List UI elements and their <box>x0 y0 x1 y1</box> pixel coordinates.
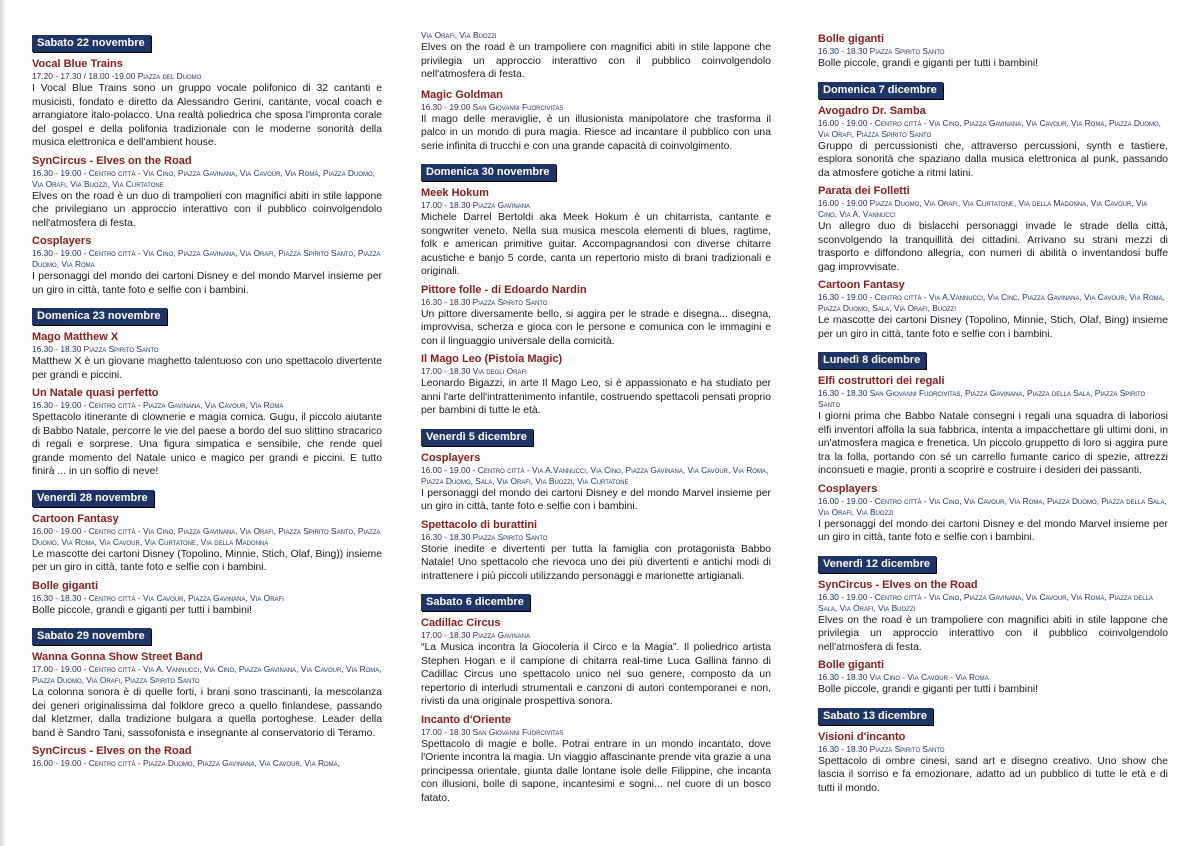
event-time-location: 16.30 - 18.30 Piazza Spirito Santo <box>421 531 548 542</box>
event-title: Visioni d'incanto <box>818 730 906 743</box>
event-time-location: 16.00 - 19.00 - Centro città - Via Cino, Piazza Gavinana, Via Orafi, Piazza Spirito Santo, Piazza Duomo, Via Roma, Via Cavour, Via Curtatone, Via della Madonna <box>32 525 381 547</box>
event-description: Bolle piccole, grandi e giganti per tutti i bambini! <box>32 604 253 616</box>
event <box>32 386 382 479</box>
event-time-location: 16.30 - 18.30 - Centro città - Via Cavour, Piazza Gavinana, Via Orafi <box>32 592 284 603</box>
event <box>421 713 771 806</box>
event-title: Spettacolo di burattini <box>421 518 538 531</box>
event-time-location: 17.00 - 19.00 - Centro città - Via A. Vannucci, Via Cino, Piazza Gavinana, Via Cavour, Via Roma, Piazza Duomo, Via Orafi, Piazza Spirito Santo <box>32 664 382 685</box>
event-title: Bolle giganti <box>818 33 884 45</box>
event-time-location: 17.00 - 18.30 Piazza Gavinana <box>421 200 531 210</box>
event-description: Bolle piccole, grandi e giganti per tutti i bambini! <box>818 684 1039 695</box>
page-fold-shadow <box>0 0 6 846</box>
event-title: Cadillac Circus <box>421 617 501 629</box>
day-block <box>421 587 771 805</box>
event-time-location: 16.30 - 18.30 San Giovanni Fuorcivitas, Piazza Gavinana, Piazza della Sala, Piazza Spirito Santo <box>818 388 1146 409</box>
program-column-1 <box>32 28 382 773</box>
event-description: Elves on the road è un duo di trampolieri con magnifici abiti in stile lappone che privilegiano un approccio interattivo con il pubblico coinvolgendolo nell'atmosfera di festa. <box>32 190 382 229</box>
event-title: Avogadro Dr. Samba <box>818 104 926 117</box>
event-description: La colonna sonora è di quelle forti, i brani sono trascinanti, la mescolanza dei generi originalissima dal folklore greco a quello finlandese, passando dal kletzmer, dalla tradizione bulgara a quella portoghese. Leader della band è Sandro Tani, sassofonista e insegnante al conservatorio di Teramo. <box>32 687 382 739</box>
event-title: Cosplayers <box>421 451 481 464</box>
event-title: Mago Matthew X <box>32 331 119 343</box>
event-description: I personaggi del mondo dei cartoni Disney e del mondo Marvel insieme per un giro in città, tante foto e selfie con i bambini. <box>32 271 382 296</box>
event-description: Un allegro duo di bislacchi personaggi invade le strade della città, sconvolgendo la tranquillità dei cittadini. Arrivano su strani mezzi di trasporto e diffondono allegria, con numeri di abilità o inventandosi buffe gag improvvisate. <box>818 221 1168 273</box>
program-column-2 <box>421 32 771 809</box>
day-block <box>32 621 382 769</box>
event-title: Bolle giganti <box>818 659 884 671</box>
event-description: Bolle piccole, grandi e giganti per tutti i bambini! <box>818 58 1039 69</box>
event-title: SynCircus - Elves on the Road <box>818 578 978 591</box>
event-description: Spettacolo di ombre cinesi, sand art e disegno creativo. Uno show che lascia il sorriso e fa emozionare, adatto ad un pubblico di tutte le età e di tutti il mondo. <box>818 755 1168 794</box>
event-time-location: 16.00 - 19.00 - Centro città - Via Cino, Piazza Gavinana, Via Cavour, Via Roma, Piazza Duomo, Via Orafi, Piazza Spirito Santo <box>818 117 1161 139</box>
day-header: Sabato 22 novembre <box>32 35 151 52</box>
event-time-location: 16.30 - 18.30 Piazza Spirito Santo <box>421 296 548 307</box>
event-description: Il mago delle meraviglie, è un illusionista manipolatore che trasforma il palco in un mondo di pura magia. Riesce ad incantare il pubblico con una serie infinita di trucchi e con una grande capacità di coinvolgimento. <box>421 113 771 152</box>
event <box>818 482 1168 545</box>
event-title: Wanna Gonna Show Street Band <box>32 651 203 663</box>
event-time-location: 16.00 - 19.00 Piazza Duomo, Via Orafi, Via Curtatone, Via della Madonna, Via Cavour, Via Cino, Via A. Vannucci <box>818 198 1148 219</box>
day-block <box>421 157 771 418</box>
event <box>32 579 382 618</box>
day-block <box>818 32 1168 71</box>
day-block <box>818 345 1168 545</box>
event-description: Storie inedite e divertenti per tutta la famiglia con protagonista Babbo Natale! Uno spettacolo che rievoca uno dei più divertenti e antichi modi di intrattenere i più piccoli utilizzando personaggi e marionette artigianali. <box>421 543 771 582</box>
event-time-location: 17.00 - 18.30 Piazza Gavinana <box>421 630 531 640</box>
event-description: Michele Darrel Bertoldi aka Meek Hokum è un chitarrista, cantante e songwriter veneto. Nella sua musica mescola elementi di blues, ragtime, folk e american primitive guitar. Accompagnandosi con diverse chitarre acustiche e banjo 5 corde, canta un repertorio misto di brani tradizionali e originali. <box>421 212 771 277</box>
event <box>421 451 771 514</box>
event-title: Parata dei Folletti <box>818 185 910 197</box>
event-title: SynCircus - Elves on the Road <box>32 154 192 167</box>
event-description: Elves on the road è un trampoliere con magnifici abiti in stile lappone che privilegia un approccio interattivo con il pubblico coinvolgendolo nell'atmosfera di festa. <box>421 42 771 80</box>
event-description: I giorni prima che Babbo Natale consegni i regali una squadra di laboriosi elfi inventori affolla la sua fabbrica, intenta a impacchettare gli ultimi doni, in un'atmosfera magica e frenetica. Un piccolo gruppetto di loro si aggira pure tra la folla, portando con sé un carrello fumante carico di spezie, attrezzi inconsueti e magie, pronti a scoprire e costruire i desideri dei passanti. <box>818 411 1168 476</box>
event-title: Cosplayers <box>818 482 878 495</box>
day-header: Sabato 13 dicembre <box>818 708 933 725</box>
event-description: Elves on the road è un trampoliere con magnifici abiti in stile lappone che privilegia un approccio interattivo con il pubblico coinvolgendolo nell'atmosfera di festa. <box>818 614 1168 653</box>
event-description: I personaggi del mondo dei cartoni Disney e del mondo Marvel insieme per un giro in città, tante foto e selfie con i bambini. <box>818 518 1168 543</box>
event-title: Pittore folle - di Edoardo Nardin <box>421 283 587 296</box>
event-title: Il Mago Leo (Pistoia Magic) <box>421 353 563 365</box>
event-time-location: 16.30 - 18.30 Piazza Spirito Santo <box>818 743 945 754</box>
event-continued <box>421 30 771 82</box>
day-block <box>818 701 1168 796</box>
event <box>421 352 771 418</box>
event-time-location: 16.30 - 19.00 - Centro città - Via Cino, Piazza Gavinana, Via Cavour, Via Roma, Piazza Duomo, Via Orafi, Via Buozzi, Via Curtatone <box>32 167 375 189</box>
event-time-location: 16.30 - 19.00 - Centro città - Via A.Vannucci, Via Cinc, Piazza Gavinana, Via Cavour, Via Roma, Piazza Duomo, Sala, Via Orafi, Buozzi <box>818 292 1165 313</box>
day-block <box>818 75 1168 342</box>
event-description: Spettacolo itinerante di clownerie e magia comica. Gugu, il piccolo aiutante di Babbo Natale, percorre le vie del paese a bordo del suo slittino stracarico di regali e sorprese. Una figura simpatica e sensibile, che rende quel grande momento del Natale unico e magico per grandi e piccini. E tutto finirà ... in un soffio di neve! <box>32 412 382 477</box>
event-title: Magic Goldman <box>421 88 503 101</box>
event-title: Elfi costruttori dei regali <box>818 375 945 387</box>
event-time-location: Via Orafi, Via Buozzi <box>421 30 497 40</box>
day-header: Sabato 29 novembre <box>32 628 151 645</box>
event <box>818 32 1168 71</box>
event-time-location: 16.30 - 19.00 - Centro città - Via Cino, Piazza Gavinana, Via Cavour, Via Roma, Piazza della Sala, Via Orafi, Via Buozzi <box>818 591 1153 613</box>
event-title: SynCircus - Elves on the Road <box>32 745 192 757</box>
event-title: Incanto d'Oriente <box>421 713 512 726</box>
event-title: Cartoon Fantasy <box>818 279 905 291</box>
event-description: Spettacolo di magie e bolle. Potrai entrare in un mondo incantato, dove l'Oriente incontra la magia. Un viaggio affascinante prende vita grazie a una principessa orientale, giunta dalle lontane isole delle Filippine, che incanta con illusioni, bolle di sapone, incantesimi e sogni... nel cuore di un bosco fatato. <box>421 738 771 804</box>
event-title: Un Natale quasi perfetto <box>32 387 159 399</box>
day-block <box>421 88 771 154</box>
event <box>32 744 382 769</box>
event-time-location: 16.30 - 19.00 - Centro città - Piazza Gavinana, Via Cavour, Via Roma <box>32 400 284 410</box>
event-time-location: 16.30 - 18.30 Via Cino - Via Cavour - Via Roma <box>818 672 989 682</box>
event <box>421 88 771 154</box>
day-block <box>32 483 382 618</box>
event <box>32 154 382 231</box>
event-description: Le mascotte dei cartoni Disney (Topolino, Minnie, Stich, Olaf, Bing)) insieme per un giro in città, tante foto e selfie con i bambini. <box>32 548 382 573</box>
event-title: Vocal Blue Trains <box>32 58 123 70</box>
event <box>421 518 771 584</box>
day-header: Sabato 6 dicembre <box>421 594 530 611</box>
event-description: Matthew X è un giovane maghetto talentuoso con uno spettacolo divertente per grandi e piccini. <box>32 356 382 381</box>
event-time-location: 16.00 - 19.00 - Centro città - Via A.Vannucci, Via Cino, Piazza Gavinana, Via Cavour, Via Roma, Piazza Duomo, Sala, Via Orafi, Via Buozzi, Via Curtatone <box>421 464 769 486</box>
event-time-location: 16.30 - 19.00 - Centro città - Via Cino, Piazza Gavinana, Via Orafi, Piazza Spirito Santo, Piazza Duomo, Via Roma <box>32 248 381 269</box>
day-header: Lunedì 8 dicembre <box>818 352 926 369</box>
event-title: Cartoon Fantasy <box>32 512 119 525</box>
event <box>818 184 1168 274</box>
event-description: Le mascotte dei cartoni Disney (Topolino, Minnie, Stich, Olaf, Bing) insieme per un giro in città, tante foto e selfie con i bambini. <box>818 315 1168 340</box>
day-block <box>818 549 1168 697</box>
event <box>818 578 1168 655</box>
event <box>818 658 1168 697</box>
event <box>32 512 382 575</box>
event-description: I personaggi del mondo dei cartoni Disney e del mondo Marvel insieme per un giro in città, tante foto e selfie con i bambini. <box>421 487 771 512</box>
event <box>421 616 771 709</box>
day-block <box>32 301 382 479</box>
day-header: Domenica 7 dicembre <box>818 82 943 99</box>
event-description: I Vocal Blue Trains sono un gruppo vocale polifonico di 32 cantanti e musicisti, fondato e diretto da Alessandro Gerini, cantante, vocal coach e arrangiatore italo-polacco. Una realtà poliedrica che sposa l'impronta corale del gospel e della polifonia tradizionale con le moderne sonorità della musica elettronica e dell'ambient house. <box>32 83 382 148</box>
event-title: Cosplayers <box>32 235 92 247</box>
event <box>32 330 382 382</box>
event-title: Meek Hokum <box>421 187 489 199</box>
program-column-3 <box>818 32 1168 799</box>
event <box>32 650 382 740</box>
event <box>818 374 1168 478</box>
event <box>421 186 771 279</box>
event <box>32 57 382 150</box>
day-header: Venerdì 28 novembre <box>32 490 154 507</box>
day-header: Venerdì 5 dicembre <box>421 429 533 446</box>
day-block <box>32 28 382 297</box>
day-header: Venerdì 12 dicembre <box>818 556 936 573</box>
event-time-location: 16.30 - 18.30 Piazza Spirito Santo <box>32 344 159 354</box>
event-title: Bolle giganti <box>32 579 98 592</box>
event-time-location: 17.20 - 17.30 / 18.00 -19.00 Piazza del Duomo <box>32 71 202 81</box>
event <box>32 234 382 297</box>
event <box>818 104 1168 181</box>
event-time-location: 16.30 - 19.00 San Giovanni Fuorcivitas <box>421 101 564 112</box>
event-description: Leonardo Bigazzi, in arte Il Mago Leo, si è appassionato e ha studiato per anni l'arte dell'intrattenimento infantile, costruendo spettacoli pensati proprio per bambini di tutte le età. <box>421 378 771 416</box>
event <box>818 730 1168 796</box>
event <box>818 278 1168 341</box>
event-time-location: 16.00 - 19.00 - Centro città - Via Cino, Via Cavour, Via Roma, Piazza Duomo, Piazza della Sala, Via Orafi, Via Buozzi <box>818 495 1167 517</box>
day-block <box>421 422 771 584</box>
event-description: “La Musica incontra la Giocoleria il Circo e la Magia”. Il poliedrico artista Stephen Hogan e il campione di chitarra real-time Luca Gallina fanno di Cadillac Circus uno spettacolo unico nel suo genere, composto da un repertorio di interludi strumentali e canzoni di autori contemporanei e non, rivisti da una originale prospettiva sonora. <box>421 642 771 707</box>
event-time-location: 17.00 - 18.30 Via degli Orafi <box>421 366 527 376</box>
event-description: Un pittore diversamente bello, si aggira per le strade e disegna... disegna, improvvisa, scherza e gioca con le persone e comunica con le immagini e con il linguaggio universale della comicità. <box>421 308 771 347</box>
event <box>421 283 771 349</box>
event-description: Gruppo di percussionisti che, attraverso percussioni, synth e tastiere, esplora sonorità che spaziano dalla musica elettronica al punk, passando da atmosfere gotiche a ritmi latini. <box>818 140 1168 179</box>
event-time-location: 16.30 - 18.30 Piazza Spirito Santo <box>818 46 945 56</box>
event-time-location: 17.00 - 18.30 San Giovanni Fuorcivitas <box>421 726 564 737</box>
day-header: Domenica 23 novembre <box>32 308 167 325</box>
day-header: Domenica 30 novembre <box>421 164 556 181</box>
event-time-location: 16.00 - 19.00 - Centro città - Piazza Duomo, Piazza Gavinana, Via Cavour, Via Roma, <box>32 758 341 768</box>
